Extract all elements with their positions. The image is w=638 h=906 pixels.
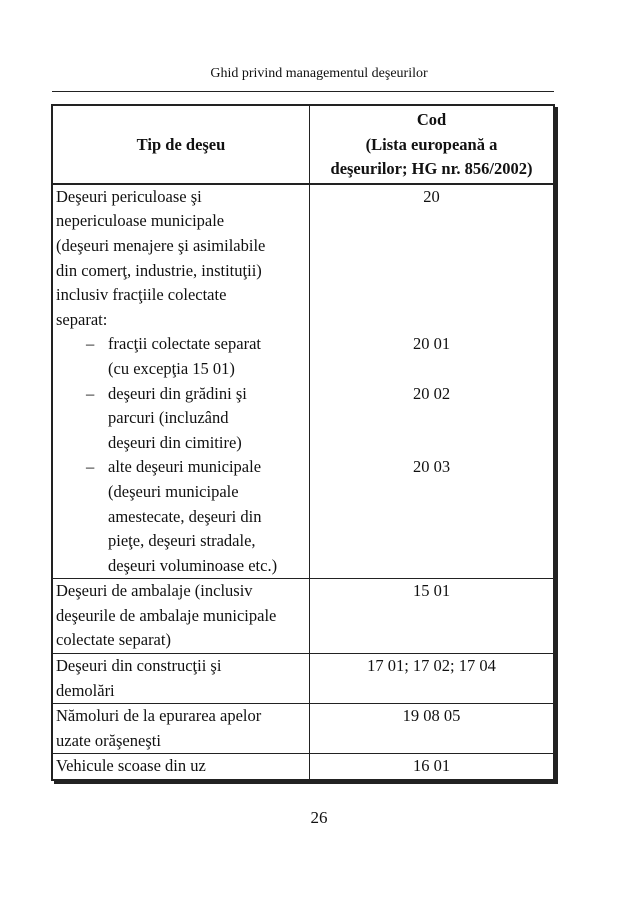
- sub-item-line: (deşeuri municipale: [108, 481, 239, 501]
- sub-item-line: fracţii colectate separat: [108, 334, 261, 354]
- column-header-code: [310, 105, 555, 184]
- waste-type-cell: [52, 704, 310, 754]
- waste-type-line: colectate separat): [56, 630, 171, 650]
- table-row: [52, 654, 554, 704]
- sub-item-line: (cu excepţia 15 01): [108, 358, 235, 378]
- dash-bullet: –: [86, 457, 95, 477]
- waste-code-cell: [310, 754, 555, 780]
- dash-bullet: –: [86, 334, 95, 354]
- waste-code: 16 01: [412, 756, 451, 776]
- waste-type-line: Deşeuri din construcţii şi: [56, 656, 222, 676]
- waste-type-line: Nămoluri de la epurarea apelor: [56, 706, 262, 726]
- waste-type-cell: [52, 754, 310, 780]
- waste-code: 17 01; 17 02; 17 04: [367, 656, 496, 676]
- waste-code-cell: [310, 654, 555, 704]
- sub-item-line: amestecate, deşeuri din: [108, 506, 262, 526]
- waste-type-line: inclusiv fracţiile colectate: [56, 285, 227, 305]
- sub-item-line: pieţe, deşeuri stradale,: [108, 531, 256, 551]
- waste-type-line: nepericuloase municipale: [56, 211, 225, 231]
- page-number: 26: [310, 808, 328, 827]
- waste-type-line: Deşeuri de ambalaje (inclusiv: [56, 581, 253, 601]
- list-item: [56, 382, 305, 456]
- waste-type-cell: [52, 579, 310, 654]
- waste-code: 15 01: [412, 581, 451, 601]
- waste-type-cell: [52, 654, 310, 704]
- waste-code: 20 02: [412, 383, 451, 403]
- header-rule: [52, 91, 554, 92]
- column-header-code-line: deşeurilor; HG nr. 856/2002): [330, 159, 533, 179]
- table-row: [52, 184, 554, 579]
- waste-type-line: uzate orăşeneşti: [56, 730, 161, 750]
- sub-item-line: alte deşeuri municipale: [108, 457, 262, 477]
- waste-type-line: demolări: [56, 680, 115, 700]
- sub-item-line: deşeuri din cimitire): [108, 432, 242, 452]
- column-header-type: Tip de deşeu: [52, 105, 310, 184]
- table-row: [52, 754, 554, 780]
- waste-type-line: Vehicule scoase din uz: [56, 756, 206, 776]
- waste-type-line: din comerţ, industrie, instituţii): [56, 260, 262, 280]
- waste-type-line: deşeurile de ambalaje municipale: [56, 605, 277, 625]
- waste-code: 20: [423, 186, 440, 206]
- sub-item-line: parcuri (incluzând: [108, 408, 229, 428]
- list-item: [56, 455, 305, 578]
- table-row: [52, 579, 554, 654]
- table-row: [52, 704, 554, 754]
- column-header-code-line: (Lista europeană a: [365, 134, 498, 154]
- waste-type-line: separat:: [56, 309, 108, 329]
- waste-code-cell: [310, 579, 555, 654]
- running-header: Ghid privind managementul deşeurilor: [210, 66, 428, 81]
- waste-code: 19 08 05: [402, 706, 461, 726]
- dash-bullet: –: [86, 383, 95, 403]
- sub-item-line: deşeuri din grădini şi: [108, 383, 247, 403]
- table-header-row: [52, 105, 554, 184]
- waste-code-table: [51, 104, 555, 781]
- sub-item-list: [56, 332, 305, 578]
- waste-code: 20 03: [412, 457, 451, 477]
- waste-code-cell: [310, 184, 555, 579]
- waste-type-line: (deşeuri menajere şi asimilabile: [56, 235, 266, 255]
- sub-item-line: deşeuri voluminoase etc.): [108, 555, 278, 575]
- waste-code: 20 01: [412, 334, 451, 354]
- waste-code-cell: [310, 704, 555, 754]
- column-header-code-line: Cod: [416, 110, 447, 129]
- list-item: [56, 332, 305, 381]
- waste-type-cell: [52, 184, 310, 579]
- waste-type-line: Deşeuri periculoase şi: [56, 186, 202, 206]
